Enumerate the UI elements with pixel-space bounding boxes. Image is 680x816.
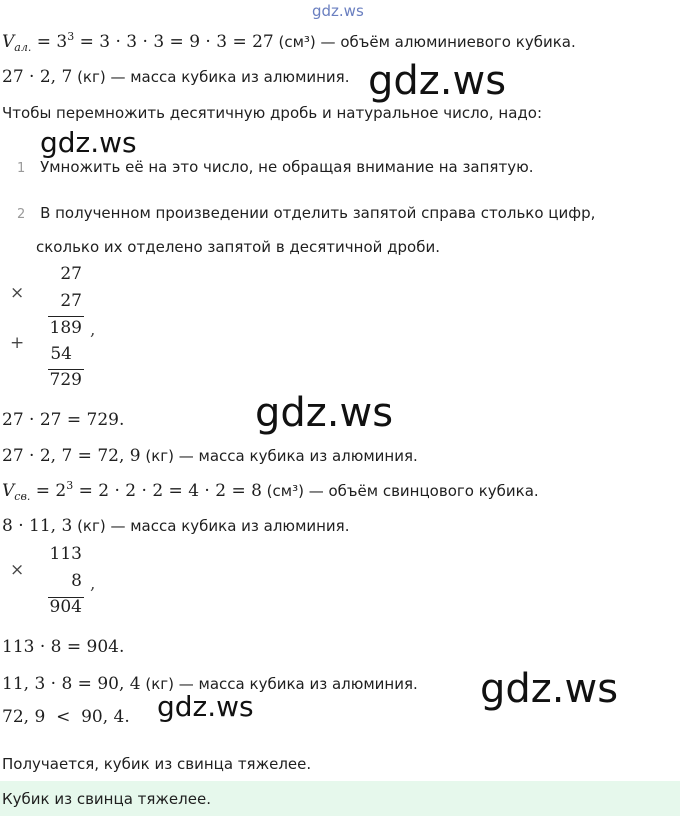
math-expression: 11, 3 · 8 = 90, 4: [2, 674, 141, 694]
top-watermark: gdz.ws: [312, 2, 364, 20]
line-text: (см³) — объём алюминиевого кубика.: [273, 33, 576, 51]
factor-a: 113: [49, 544, 82, 564]
answer-box: [0, 781, 680, 816]
partial-product-1: 189: [49, 318, 82, 338]
step-number: 2: [17, 207, 26, 222]
volume-subscript: ал.: [14, 41, 32, 54]
math-expression: 27 · 2, 7 = 72, 9: [2, 446, 141, 466]
step-1: [17, 158, 533, 176]
step-text: Умножить её на это число, не обращая внимание на запятую.: [40, 158, 534, 176]
exponent: 3: [66, 479, 74, 492]
step-number: 1: [17, 161, 26, 176]
line-text: (кг) — масса кубика из алюминия.: [140, 675, 418, 693]
math-expression: 8 · 11, 3: [2, 516, 73, 536]
mass-comparison: 72, 9 < 90, 4.: [2, 707, 130, 727]
volume-symbol: V: [2, 32, 15, 52]
times-sign: ×: [10, 560, 25, 580]
watermark: gdz.ws: [480, 666, 619, 712]
exponent: 3: [67, 30, 75, 43]
answer-text: Кубик из свинца тяжелее.: [2, 790, 211, 808]
comma: ,: [90, 320, 96, 340]
equation-part: = 3 · 3 · 3 = 9 · 3 = 27: [74, 32, 274, 52]
step-text: В полученном произведении отделить запятой справа столько цифр,: [40, 204, 596, 222]
aluminium-mass-result: [2, 446, 418, 466]
product-result: 904: [49, 597, 82, 617]
rule-line: [48, 316, 84, 317]
lead-mass-expression: [2, 516, 349, 536]
step-2: [17, 204, 595, 222]
volume-subscript: св.: [14, 490, 31, 503]
factor-b: 8: [71, 571, 82, 591]
watermark: gdz.ws: [40, 126, 137, 159]
rule-intro: Чтобы перемножить десятичную дробь и натуральное число, надо:: [2, 104, 542, 122]
partial-product-2: 54: [50, 344, 72, 364]
aluminium-volume-line: [2, 32, 576, 52]
step-2-continued: сколько их отделено запятой в десятичной дроби.: [36, 238, 440, 256]
watermark: gdz.ws: [157, 690, 254, 723]
aluminium-mass-expression: [2, 67, 349, 87]
equation-part: = 3: [31, 32, 68, 52]
line-text: (см³) — объём свинцового кубика.: [261, 482, 539, 500]
product-check: 113 · 8 = 904.: [2, 637, 125, 657]
watermark: gdz.ws: [368, 58, 507, 104]
volume-symbol: V: [2, 481, 15, 501]
factor-a: 27: [60, 264, 82, 284]
times-sign: ×: [10, 283, 25, 303]
math-expression: 27 · 2, 7: [2, 67, 73, 87]
comma: ,: [90, 574, 96, 594]
line-text: (кг) — масса кубика из алюминия.: [72, 517, 350, 535]
equation-part: = 2: [30, 481, 67, 501]
plus-sign: +: [10, 333, 25, 353]
conclusion: Получается, кубик из свинца тяжелее.: [2, 755, 312, 773]
equation-part: = 2 · 2 · 2 = 4 · 2 = 8: [73, 481, 262, 501]
lead-volume-line: [2, 481, 539, 501]
watermark: gdz.ws: [255, 390, 394, 436]
product-check: 27 · 27 = 729.: [2, 410, 125, 430]
product-result: 729: [49, 370, 82, 390]
factor-b: 27: [60, 291, 82, 311]
line-text: (кг) — масса кубика из алюминия.: [72, 68, 350, 86]
line-text: (кг) — масса кубика из алюминия.: [140, 447, 418, 465]
